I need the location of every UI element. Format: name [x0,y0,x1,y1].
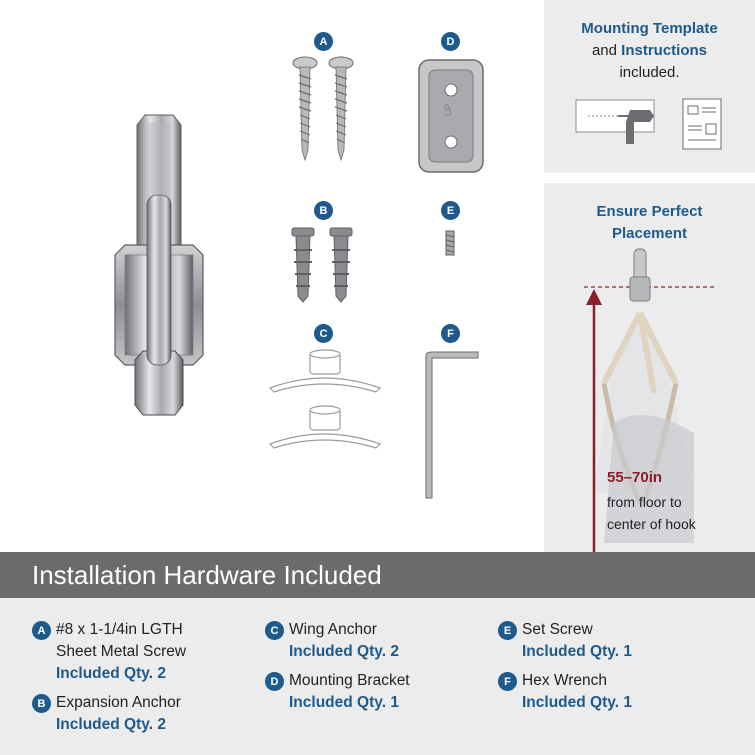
legend-name-b: Expansion Anchor [56,694,181,711]
template-and: and [591,42,617,59]
legend-item-b [37,692,181,736]
part-badge-b: B [314,201,333,220]
placement-panel [544,183,755,553]
legend-qty-c: Included Qty. 2 [289,643,399,660]
legend-item-e [503,619,632,663]
template-title: Mounting Template [581,20,718,37]
legend-badge-d: D [265,672,284,691]
drill-icon [574,96,664,152]
sheet-metal-screw-image [285,55,365,165]
legend-badge-a: A [32,621,51,640]
legend-badge-b: B [32,694,51,713]
part-badge-a: A [314,32,333,51]
banner-title: Installation Hardware Included [32,560,382,590]
legend-qty-a: Included Qty. 2 [56,665,166,682]
legend-item-d [270,670,410,714]
legend-name-d: Mounting Bracket [289,672,410,689]
template-line2 [544,40,755,62]
legend-name-f: Hex Wrench [522,672,607,689]
legend-badge-c: C [265,621,284,640]
wing-anchor-image [266,348,384,458]
bracket-up-label: UP [443,103,453,116]
legend-qty-e: Included Qty. 1 [522,643,632,660]
part-badge-e: E [441,201,460,220]
template-included: included. [619,64,680,81]
legend-qty-d: Included Qty. 1 [289,694,399,711]
placement-height-desc-2: center of hook [607,516,696,532]
hex-wrench-image [416,348,482,504]
instructions-sheet-icon [682,98,722,150]
part-badge-d: D [441,32,460,51]
mounting-bracket-image [417,58,485,176]
placement-title-1: Ensure Perfect [596,203,703,220]
part-badge-f: F [441,324,460,343]
legend-name-c: Wing Anchor [289,621,377,638]
mounting-template-panel [544,0,755,173]
legend-qty-b: Included Qty. 2 [56,716,166,733]
legend-name-a-2: Sheet Metal Screw [56,643,187,660]
legend-name-a-1: #8 x 1-1/4in LGTH [56,621,183,638]
legend-item-c [270,619,399,663]
legend-qty-f: Included Qty. 1 [522,694,632,711]
legend-badge-f: F [498,672,517,691]
legend-badge-e: E [498,621,517,640]
legend-item-f [504,670,632,714]
placement-title-2: Placement [611,225,688,242]
set-screw-image [443,229,457,257]
hook-product-image [95,105,215,425]
template-instructions: Instructions [621,42,708,59]
placement-height-desc-1: from floor to [607,494,682,510]
placement-height-value: 55–70in [607,469,663,486]
legend-item-a [37,619,187,685]
expansion-anchor-image [288,226,364,306]
part-badge-c: C [314,324,333,343]
legend-name-e: Set Screw [522,621,593,638]
